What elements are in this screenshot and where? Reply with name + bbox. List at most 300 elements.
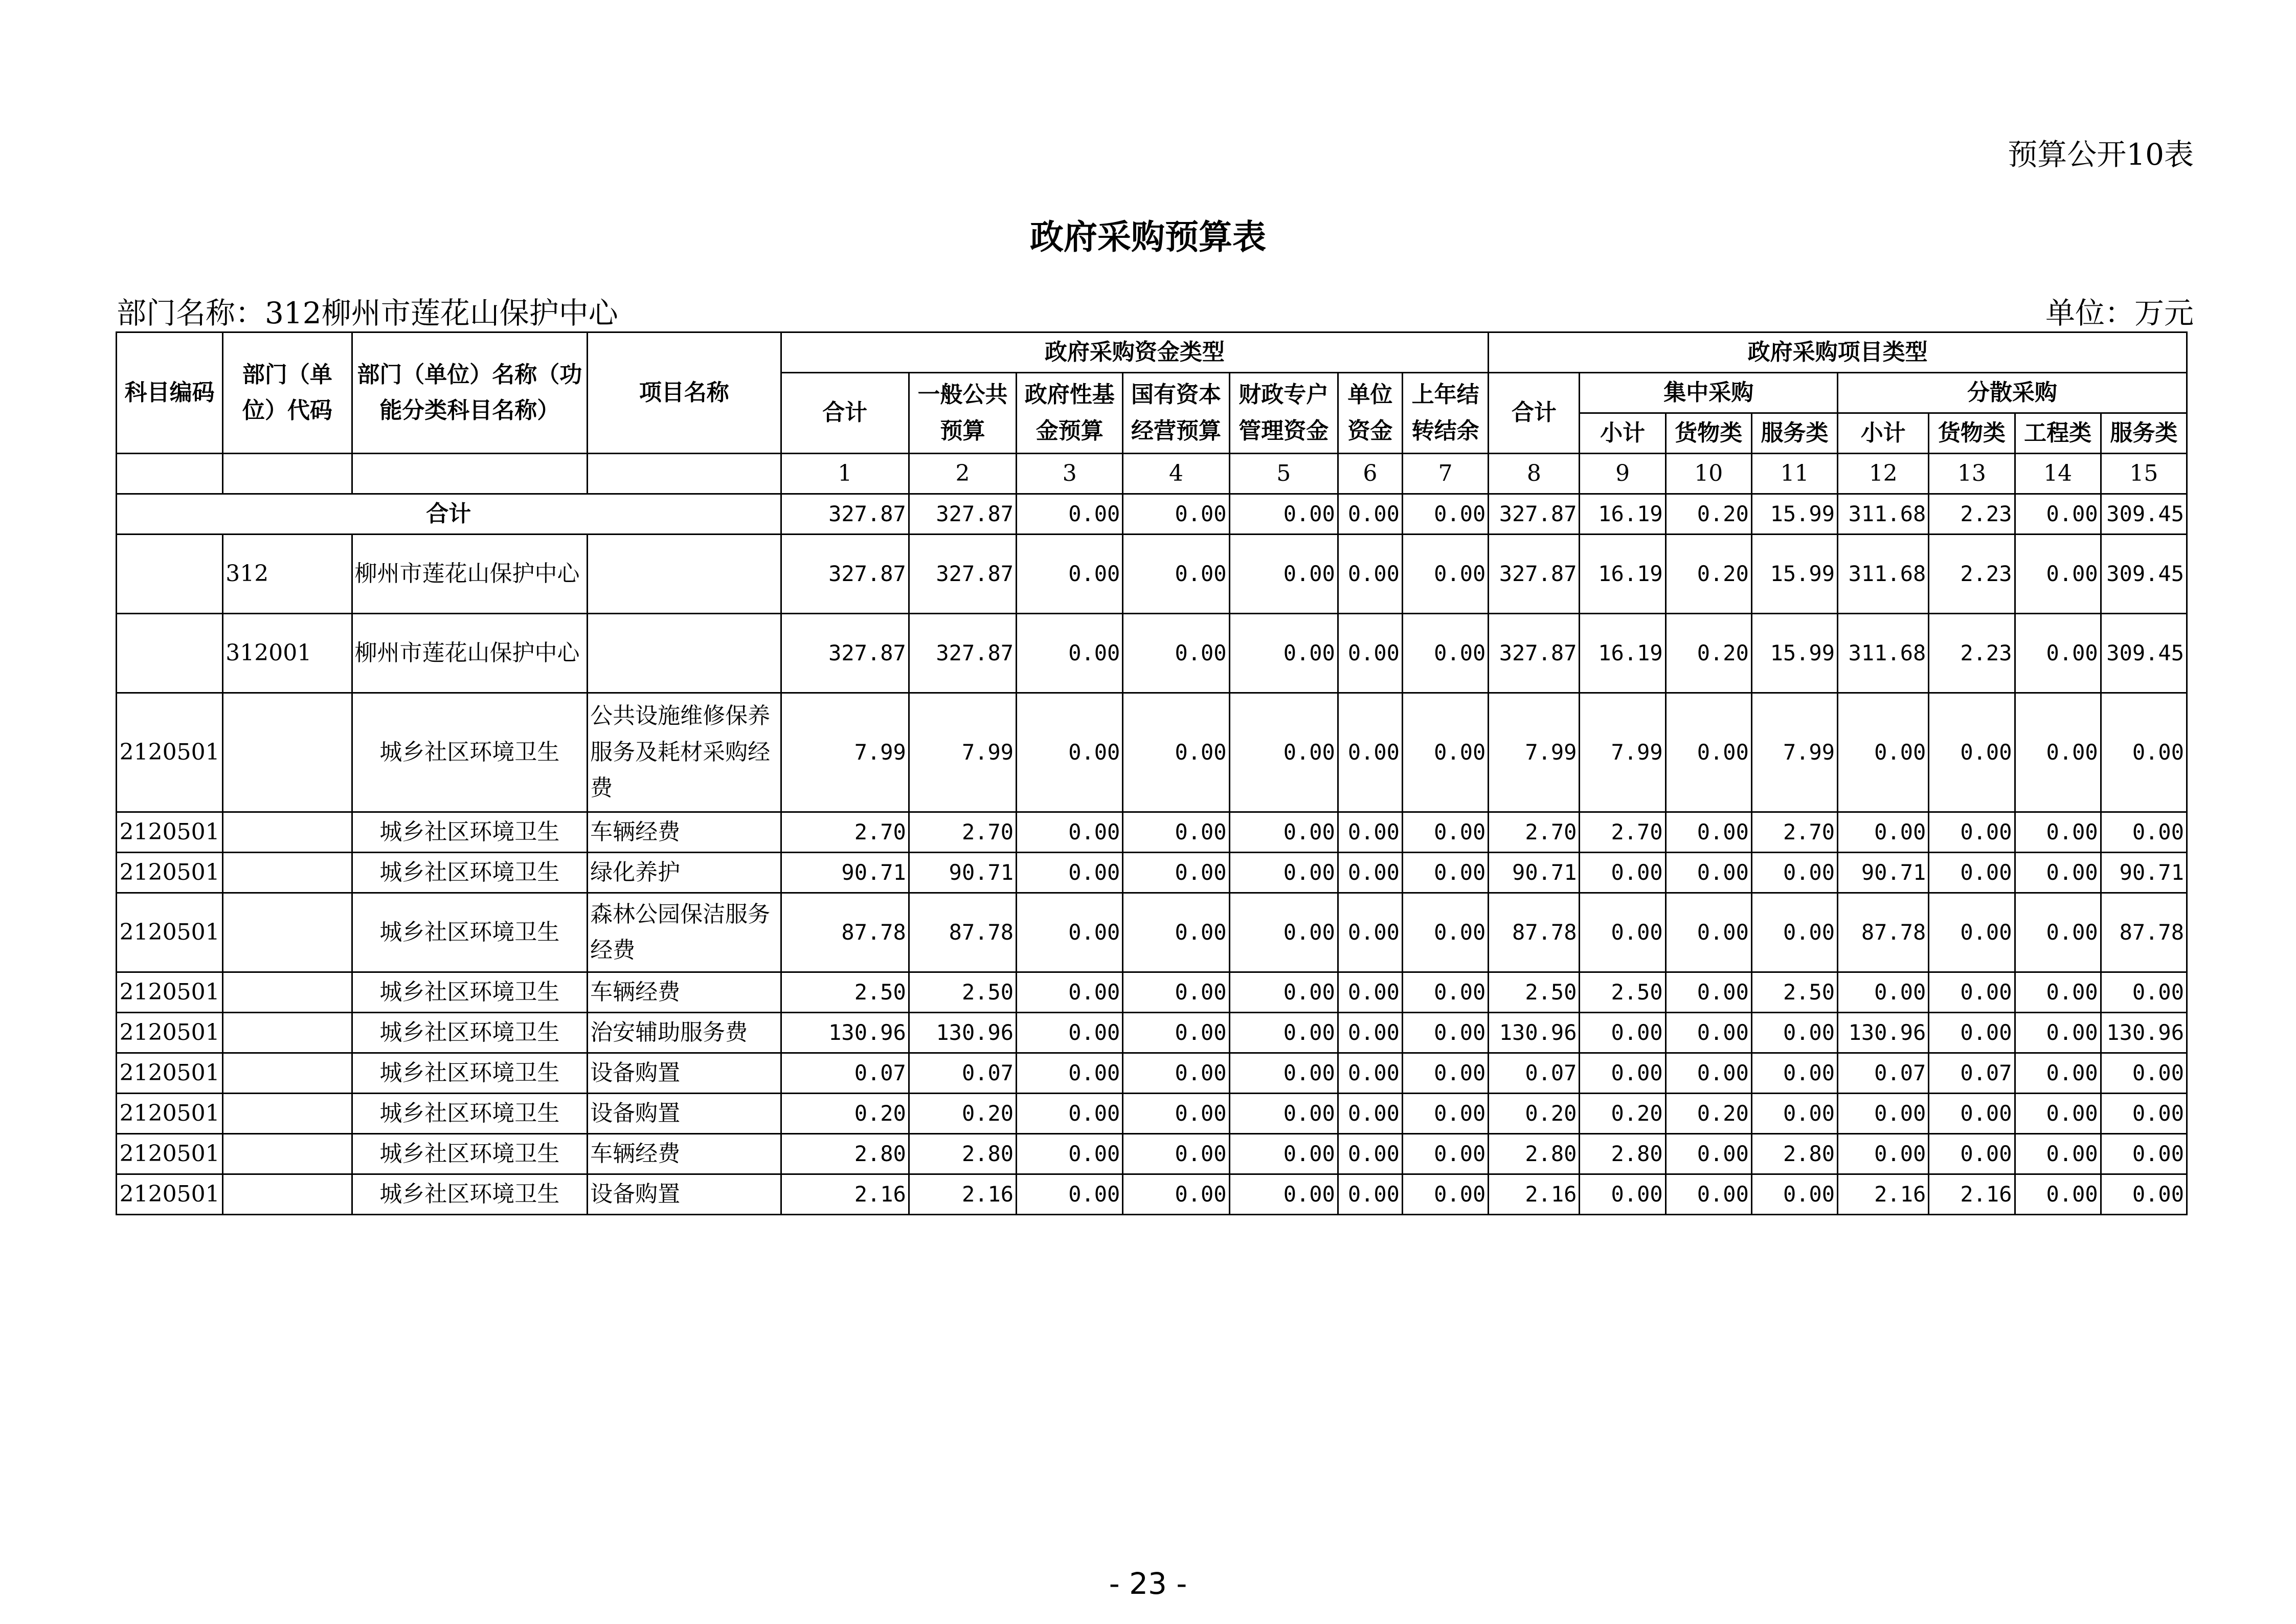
value-cell: 0.00	[1838, 1134, 1929, 1174]
header-centralized: 集中采购	[1580, 373, 1838, 413]
value-cell: 0.00	[1838, 972, 1929, 1013]
header-engineering: 工程类	[2015, 413, 2101, 454]
value-cell: 0.00	[1338, 614, 1402, 693]
table-row	[117, 1094, 2187, 1134]
value-cell: 0.00	[2015, 893, 2101, 972]
dept-code-cell	[223, 1174, 352, 1215]
header-general-budget: 一般公共预算	[909, 373, 1016, 454]
value-cell: 2.80	[1489, 1134, 1580, 1174]
value-cell: 2.50	[909, 972, 1016, 1013]
dept-name-cell: 城乡社区环境卫生	[352, 1174, 588, 1215]
value-cell: 0.00	[1123, 972, 1229, 1013]
total-value-cell: 0.00	[1123, 494, 1229, 535]
dept-name-cell: 城乡社区环境卫生	[352, 1013, 588, 1053]
header-project-type: 政府采购项目类型	[1489, 332, 2187, 373]
value-cell: 327.87	[781, 614, 909, 693]
dept-name-cell: 城乡社区环境卫生	[352, 893, 588, 972]
column-number: 11	[1751, 454, 1837, 494]
value-cell: 0.00	[1123, 1094, 1229, 1134]
value-cell: 0.00	[1665, 972, 1751, 1013]
total-value-cell: 327.87	[781, 494, 909, 535]
value-cell: 90.71	[1838, 853, 1929, 893]
value-cell: 2.50	[1751, 972, 1837, 1013]
header-dept-code: 部门（单位）代码	[223, 332, 352, 454]
value-cell: 0.00	[1751, 1013, 1837, 1053]
value-cell: 130.96	[1838, 1013, 1929, 1053]
project-name-cell: 设备购置	[588, 1053, 781, 1094]
value-cell: 0.07	[781, 1053, 909, 1094]
value-cell: 0.00	[1751, 1053, 1837, 1094]
project-name-cell: 公共设施维修保养服务及耗材采购经费	[588, 693, 781, 812]
value-cell: 2.16	[1929, 1174, 2015, 1215]
dept-name-cell: 城乡社区环境卫生	[352, 693, 588, 812]
value-cell: 87.78	[2101, 893, 2187, 972]
value-cell: 0.00	[1123, 812, 1229, 853]
value-cell: 0.00	[1017, 614, 1123, 693]
subject-code-cell: 2120501	[117, 893, 223, 972]
value-cell: 0.00	[1017, 1134, 1123, 1174]
value-cell: 0.00	[1580, 853, 1665, 893]
value-cell: 0.00	[2015, 1053, 2101, 1094]
value-cell: 0.00	[1838, 693, 1929, 812]
value-cell: 0.07	[1929, 1053, 2015, 1094]
column-number: 6	[1338, 454, 1402, 494]
total-value-cell: 15.99	[1751, 494, 1837, 535]
value-cell: 327.87	[1489, 614, 1580, 693]
value-cell: 15.99	[1751, 535, 1837, 614]
column-number: 4	[1123, 454, 1229, 494]
value-cell: 0.00	[1229, 1013, 1338, 1053]
subject-code-cell	[117, 614, 223, 693]
dept-code-cell	[223, 1094, 352, 1134]
dept-name-cell: 城乡社区环境卫生	[352, 853, 588, 893]
project-name-cell	[588, 614, 781, 693]
value-cell: 0.00	[1123, 1013, 1229, 1053]
value-cell: 130.96	[781, 1013, 909, 1053]
value-cell: 0.00	[1338, 535, 1402, 614]
value-cell: 90.71	[1489, 853, 1580, 893]
header-goods: 货物类	[1665, 413, 1751, 454]
total-row-label: 合计	[117, 494, 781, 535]
value-cell: 7.99	[781, 693, 909, 812]
value-cell: 2.16	[1489, 1174, 1580, 1215]
project-name-cell: 设备购置	[588, 1094, 781, 1134]
value-cell: 327.87	[909, 535, 1016, 614]
department-label: 部门名称：312柳州市莲花山保护中心	[117, 296, 618, 330]
table-number: 预算公开10表	[2008, 137, 2194, 172]
value-cell: 0.00	[1017, 972, 1123, 1013]
value-cell: 7.99	[909, 693, 1016, 812]
value-cell: 0.00	[1402, 812, 1488, 853]
dept-name-cell: 城乡社区环境卫生	[352, 812, 588, 853]
column-number: 7	[1402, 454, 1488, 494]
value-cell: 0.00	[1229, 853, 1338, 893]
value-cell: 130.96	[909, 1013, 1016, 1053]
dept-code-cell	[223, 1013, 352, 1053]
value-cell: 0.07	[1838, 1053, 1929, 1094]
value-cell: 0.00	[1838, 1094, 1929, 1134]
subject-code-cell: 2120501	[117, 1134, 223, 1174]
value-cell: 2.70	[909, 812, 1016, 853]
value-cell: 0.00	[1229, 1094, 1338, 1134]
value-cell: 0.00	[1338, 812, 1402, 853]
dept-name-cell: 城乡社区环境卫生	[352, 1094, 588, 1134]
value-cell: 0.00	[2101, 1174, 2187, 1215]
value-cell: 130.96	[2101, 1013, 2187, 1053]
value-cell: 0.20	[1665, 614, 1751, 693]
value-cell: 0.20	[1665, 535, 1751, 614]
value-cell: 0.00	[2101, 1094, 2187, 1134]
value-cell: 0.07	[909, 1053, 1016, 1094]
value-cell: 327.87	[1489, 535, 1580, 614]
value-cell: 0.00	[1338, 1053, 1402, 1094]
dept-code-cell	[223, 812, 352, 853]
dept-name-cell: 柳州市莲花山保护中心	[352, 614, 588, 693]
value-cell: 0.00	[1402, 893, 1488, 972]
dept-name-cell: 城乡社区环境卫生	[352, 1134, 588, 1174]
value-cell: 0.00	[1580, 893, 1665, 972]
value-cell: 2.50	[1580, 972, 1665, 1013]
value-cell: 0.00	[1338, 1013, 1402, 1053]
table-row	[117, 614, 2187, 693]
value-cell: 0.00	[1229, 535, 1338, 614]
value-cell: 0.07	[1489, 1053, 1580, 1094]
header-subject-code: 科目编码	[117, 332, 223, 454]
project-name-cell: 车辆经费	[588, 972, 781, 1013]
value-cell: 0.00	[1229, 893, 1338, 972]
subject-code-cell: 2120501	[117, 693, 223, 812]
value-cell: 0.00	[1751, 893, 1837, 972]
value-cell: 0.00	[1229, 693, 1338, 812]
dept-name-cell: 城乡社区环境卫生	[352, 1053, 588, 1094]
value-cell: 0.00	[1123, 614, 1229, 693]
value-cell: 15.99	[1751, 614, 1837, 693]
value-cell: 0.00	[2015, 972, 2101, 1013]
header-state-capital: 国有资本经营预算	[1123, 373, 1229, 454]
value-cell: 0.00	[1929, 893, 2015, 972]
value-cell: 0.00	[2101, 693, 2187, 812]
value-cell: 0.00	[1338, 1134, 1402, 1174]
total-value-cell: 0.20	[1665, 494, 1751, 535]
table-row	[117, 853, 2187, 893]
value-cell: 0.20	[909, 1094, 1016, 1134]
value-cell: 2.80	[1580, 1134, 1665, 1174]
value-cell: 0.00	[1402, 535, 1488, 614]
value-cell: 0.00	[1929, 972, 2015, 1013]
value-cell: 2.80	[781, 1134, 909, 1174]
value-cell: 0.00	[1580, 1013, 1665, 1053]
column-number: 9	[1580, 454, 1665, 494]
header-services: 服务类	[1751, 413, 1837, 454]
value-cell: 2.23	[1929, 535, 2015, 614]
project-name-cell	[588, 535, 781, 614]
total-value-cell: 16.19	[1580, 494, 1665, 535]
value-cell: 0.00	[1338, 853, 1402, 893]
value-cell: 0.00	[1017, 812, 1123, 853]
value-cell: 0.00	[1580, 1053, 1665, 1094]
value-cell: 309.45	[2101, 535, 2187, 614]
value-cell: 0.00	[1929, 1134, 2015, 1174]
table-row	[117, 1013, 2187, 1053]
total-value-cell: 0.00	[1402, 494, 1488, 535]
value-cell: 0.00	[1402, 1134, 1488, 1174]
dept-code-cell	[223, 693, 352, 812]
header-project-name: 项目名称	[588, 332, 781, 454]
header-subtotal: 小计	[1580, 413, 1665, 454]
value-cell: 0.00	[1017, 1053, 1123, 1094]
dept-code-cell	[223, 972, 352, 1013]
value-cell: 2.50	[781, 972, 909, 1013]
value-cell: 90.71	[781, 853, 909, 893]
value-cell: 87.78	[909, 893, 1016, 972]
value-cell: 0.00	[2015, 1094, 2101, 1134]
value-cell: 0.00	[1017, 693, 1123, 812]
value-cell: 0.00	[1338, 972, 1402, 1013]
value-cell: 0.00	[2015, 693, 2101, 812]
value-cell: 327.87	[781, 535, 909, 614]
value-cell: 0.00	[1229, 972, 1338, 1013]
value-cell: 0.00	[2015, 812, 2101, 853]
project-name-cell: 森林公园保洁服务经费	[588, 893, 781, 972]
subject-code-cell: 2120501	[117, 1174, 223, 1215]
value-cell: 0.00	[1929, 812, 2015, 853]
value-cell: 7.99	[1580, 693, 1665, 812]
value-cell: 309.45	[2101, 614, 2187, 693]
value-cell: 0.00	[1017, 1174, 1123, 1215]
value-cell: 0.00	[1229, 812, 1338, 853]
total-row	[117, 494, 2187, 535]
value-cell: 0.00	[1123, 693, 1229, 812]
value-cell: 0.00	[1402, 1013, 1488, 1053]
project-name-cell: 绿化养护	[588, 853, 781, 893]
header-carryover: 上年结转结余	[1402, 373, 1488, 454]
column-number: 10	[1665, 454, 1751, 494]
value-cell: 0.00	[1402, 614, 1488, 693]
value-cell: 0.00	[1229, 1174, 1338, 1215]
value-cell: 16.19	[1580, 535, 1665, 614]
value-cell: 0.00	[1402, 972, 1488, 1013]
header-subtotal-2: 小计	[1838, 413, 1929, 454]
value-cell: 0.00	[1929, 1013, 2015, 1053]
value-cell: 0.00	[1665, 1013, 1751, 1053]
project-name-cell: 车辆经费	[588, 1134, 781, 1174]
total-value-cell: 311.68	[1838, 494, 1929, 535]
table-row	[117, 812, 2187, 853]
value-cell: 0.00	[1929, 853, 2015, 893]
table-row	[117, 1134, 2187, 1174]
dept-name-cell: 城乡社区环境卫生	[352, 972, 588, 1013]
value-cell: 327.87	[909, 614, 1016, 693]
value-cell: 0.00	[1123, 853, 1229, 893]
value-cell: 0.00	[2101, 1053, 2187, 1094]
table-row	[117, 693, 2187, 812]
column-number: 14	[2015, 454, 2101, 494]
dept-code-cell	[223, 853, 352, 893]
value-cell: 0.20	[1665, 1094, 1751, 1134]
value-cell: 0.00	[1665, 812, 1751, 853]
table-row	[117, 1174, 2187, 1215]
value-cell: 87.78	[1489, 893, 1580, 972]
value-cell: 0.00	[1665, 893, 1751, 972]
value-cell: 2.70	[781, 812, 909, 853]
column-number: 3	[1017, 454, 1123, 494]
subject-code-cell: 2120501	[117, 1053, 223, 1094]
value-cell: 0.00	[1751, 853, 1837, 893]
value-cell: 2.16	[1838, 1174, 1929, 1215]
project-name-cell: 治安辅助服务费	[588, 1013, 781, 1053]
table-row	[117, 1053, 2187, 1094]
value-cell: 2.80	[1751, 1134, 1837, 1174]
value-cell: 0.00	[1838, 812, 1929, 853]
subject-code-cell: 2120501	[117, 1094, 223, 1134]
header-goods-2: 货物类	[1929, 413, 2015, 454]
project-name-cell: 设备购置	[588, 1174, 781, 1215]
value-cell: 0.00	[2101, 1134, 2187, 1174]
value-cell: 2.70	[1580, 812, 1665, 853]
column-number: 12	[1838, 454, 1929, 494]
value-cell: 311.68	[1838, 614, 1929, 693]
value-cell: 0.00	[1017, 1013, 1123, 1053]
value-cell: 0.20	[1489, 1094, 1580, 1134]
total-value-cell: 309.45	[2101, 494, 2187, 535]
total-value-cell: 0.00	[1017, 494, 1123, 535]
subject-code-cell: 2120501	[117, 1013, 223, 1053]
total-value-cell: 2.23	[1929, 494, 2015, 535]
value-cell: 0.00	[2101, 972, 2187, 1013]
value-cell: 0.00	[1665, 1134, 1751, 1174]
dept-code-cell	[223, 893, 352, 972]
value-cell: 0.20	[781, 1094, 909, 1134]
value-cell: 90.71	[909, 853, 1016, 893]
value-cell: 0.00	[2015, 853, 2101, 893]
header-total-2: 合计	[1489, 373, 1580, 454]
column-number: 5	[1229, 454, 1338, 494]
header-decentralized: 分散采购	[1838, 373, 2187, 413]
value-cell: 0.00	[1929, 693, 2015, 812]
value-cell: 0.00	[1402, 1053, 1488, 1094]
value-cell: 0.00	[2015, 535, 2101, 614]
value-cell: 7.99	[1489, 693, 1580, 812]
value-cell: 0.00	[1338, 1174, 1402, 1215]
value-cell: 0.00	[1123, 535, 1229, 614]
value-cell: 311.68	[1838, 535, 1929, 614]
table-row	[117, 972, 2187, 1013]
value-cell: 0.00	[1402, 1174, 1488, 1215]
value-cell: 0.00	[1229, 1134, 1338, 1174]
header-special-fund: 财政专户管理资金	[1229, 373, 1338, 454]
value-cell: 0.00	[1123, 893, 1229, 972]
table-row	[117, 535, 2187, 614]
dept-code-cell	[223, 1134, 352, 1174]
value-cell: 0.00	[1580, 1174, 1665, 1215]
dept-name-cell: 柳州市莲花山保护中心	[352, 535, 588, 614]
subject-code-cell	[117, 535, 223, 614]
dept-code-cell: 312	[223, 535, 352, 614]
value-cell: 87.78	[1838, 893, 1929, 972]
value-cell: 0.00	[1665, 1053, 1751, 1094]
value-cell: 0.00	[2101, 812, 2187, 853]
value-cell: 0.00	[1665, 693, 1751, 812]
value-cell: 7.99	[1751, 693, 1837, 812]
header-unit-fund: 单位资金	[1338, 373, 1402, 454]
value-cell: 0.00	[2015, 1013, 2101, 1053]
column-number: 13	[1929, 454, 2015, 494]
header-services-2: 服务类	[2101, 413, 2187, 454]
value-cell: 0.00	[1338, 693, 1402, 812]
value-cell: 0.00	[2015, 1134, 2101, 1174]
value-cell: 0.00	[1402, 693, 1488, 812]
value-cell: 0.00	[1229, 614, 1338, 693]
value-cell: 0.00	[1338, 1094, 1402, 1134]
total-value-cell: 0.00	[1338, 494, 1402, 535]
column-number-row	[117, 454, 2187, 494]
column-number: 2	[909, 454, 1016, 494]
value-cell: 0.00	[1338, 893, 1402, 972]
total-value-cell: 327.87	[909, 494, 1016, 535]
dept-code-cell: 312001	[223, 614, 352, 693]
header-gov-fund: 政府性基金预算	[1017, 373, 1123, 454]
dept-code-cell	[223, 1053, 352, 1094]
value-cell: 0.00	[1751, 1094, 1837, 1134]
header-total: 合计	[781, 373, 909, 454]
value-cell: 0.00	[1402, 1094, 1488, 1134]
subject-code-cell: 2120501	[117, 812, 223, 853]
total-value-cell: 0.00	[2015, 494, 2101, 535]
value-cell: 2.16	[781, 1174, 909, 1215]
value-cell: 0.00	[1229, 1053, 1338, 1094]
value-cell: 0.00	[2015, 614, 2101, 693]
project-name-cell: 车辆经费	[588, 812, 781, 853]
page-number: - 23 -	[1109, 1566, 1187, 1601]
procurement-budget-table	[116, 331, 2188, 1215]
value-cell: 90.71	[2101, 853, 2187, 893]
column-number: 15	[2101, 454, 2187, 494]
value-cell: 0.00	[1017, 853, 1123, 893]
column-number: 8	[1489, 454, 1580, 494]
total-value-cell: 0.00	[1229, 494, 1338, 535]
value-cell: 0.00	[1017, 1094, 1123, 1134]
value-cell: 130.96	[1489, 1013, 1580, 1053]
total-value-cell: 327.87	[1489, 494, 1580, 535]
value-cell: 2.70	[1489, 812, 1580, 853]
value-cell: 0.20	[1580, 1094, 1665, 1134]
value-cell: 2.80	[909, 1134, 1016, 1174]
table-row	[117, 893, 2187, 972]
header-dept-name: 部门（单位）名称（功能分类科目名称）	[352, 332, 588, 454]
value-cell: 87.78	[781, 893, 909, 972]
value-cell: 2.23	[1929, 614, 2015, 693]
value-cell: 0.00	[1017, 535, 1123, 614]
subject-code-cell: 2120501	[117, 853, 223, 893]
value-cell: 0.00	[1017, 893, 1123, 972]
header-fund-type: 政府采购资金类型	[781, 332, 1489, 373]
value-cell: 0.00	[1929, 1094, 2015, 1134]
value-cell: 0.00	[1123, 1174, 1229, 1215]
value-cell: 0.00	[1123, 1053, 1229, 1094]
unit-label: 单位：万元	[2045, 296, 2194, 330]
column-number: 1	[781, 454, 909, 494]
value-cell: 0.00	[1123, 1134, 1229, 1174]
value-cell: 0.00	[1751, 1174, 1837, 1215]
value-cell: 2.16	[909, 1174, 1016, 1215]
value-cell: 0.00	[1665, 1174, 1751, 1215]
value-cell: 0.00	[2015, 1174, 2101, 1215]
value-cell: 0.00	[1665, 853, 1751, 893]
value-cell: 2.50	[1489, 972, 1580, 1013]
value-cell: 2.70	[1751, 812, 1837, 853]
value-cell: 16.19	[1580, 614, 1665, 693]
page-title: 政府采购预算表	[1030, 217, 1266, 257]
